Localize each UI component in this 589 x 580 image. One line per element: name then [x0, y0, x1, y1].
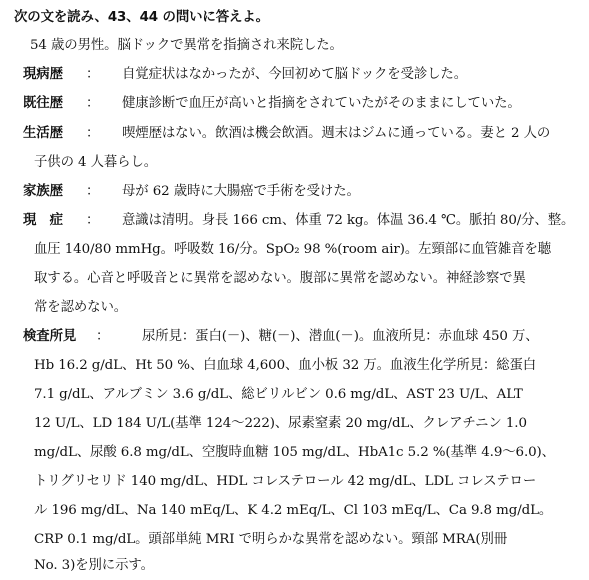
- social-history-text-line-1: 喫煙歴はない。飲酒は機会飲酒。週末はジムに通っている。妻と 2 人の: [122, 126, 551, 141]
- present-illness-colon: ：: [86, 67, 100, 82]
- present-status-text-line-2: 血圧 140/80 mmHg。呼吸数 16/分。SpO₂ 98 %(room air)。左頸部に血管雑音を聴: [34, 242, 552, 257]
- lab-findings-text-line-3: 7.1 g/dL、アルブミン 3.6 g/dL、総ビリルビン 0.6 mg/dL、AST 23 U/L、ALT: [34, 387, 523, 402]
- past-history-colon: ：: [86, 96, 100, 111]
- family-history-text: 母が 62 歳時に大腸癌で手術を受けた。: [122, 184, 360, 199]
- past-history-text: 健康診断で血圧が高いと指摘をされていたがそのままにしていた。: [122, 96, 521, 111]
- past-history-label: 既往歴: [23, 96, 63, 111]
- present-status-colon: ：: [86, 213, 100, 228]
- family-history-colon: ：: [86, 184, 100, 199]
- lab-findings-text-line-5: mg/dL、尿酸 6.8 mg/dL、空腹時血糖 105 mg/dL、HbA1c 5.2 %(基準 4.9～6.0)、: [34, 445, 555, 460]
- lab-findings-text-line-8: CRP 0.1 mg/dL。頭部単純 MRI で明らかな異常を認めない。頸部 MRA(別冊: [34, 532, 508, 547]
- lab-findings-text-line-1: 尿所見：蛋白(－)、糖(－)、潜血(－)。血液所見：赤血球 450 万、: [142, 329, 539, 344]
- lab-findings-text-line-2: Hb 16.2 g/dL、Ht 50 %、白血球 4,600、血小板 32 万。血液生化学所見：総蛋白: [34, 358, 537, 373]
- lab-findings-label: 検査所見: [23, 329, 77, 344]
- lab-findings-colon: ：: [96, 329, 110, 344]
- present-status-text-line-1: 意識は清明。身長 166 cm、体重 72 kg。体温 36.4 ℃。脈拍 80/分、整。: [122, 213, 575, 228]
- social-history-colon: ：: [86, 126, 100, 141]
- social-history-label: 生活歴: [23, 126, 63, 141]
- lab-findings-text-line-7: ル 196 mg/dL、Na 140 mEq/L、K 4.2 mEq/L、Cl 103 mEq/L、Ca 9.8 mg/dL。: [34, 503, 553, 518]
- present-status-text-line-3: 取する。心音と呼吸音とに異常を認めない。腹部に異常を認めない。神経診察で異: [34, 271, 526, 286]
- present-illness-text: 自覚症状はなかったが、今回初めて脳ドックを受診した。: [122, 67, 468, 82]
- social-history-text-line-2: 子供の 4 人暮らし。: [34, 155, 158, 170]
- lab-findings-text-line-6: トリグリセリド 140 mg/dL、HDL コレステロール 42 mg/dL、LDL コレステロー: [34, 474, 537, 489]
- case-intro: 54 歳の男性。脳ドックで異常を指摘され来院した。: [30, 38, 343, 53]
- present-status-text-line-4: 常を認めない。: [34, 300, 128, 315]
- lab-findings-text-line-4: 12 U/L、LD 184 U/L(基準 124～222)、尿素窒素 20 mg/dL、クレアチニン 1.0: [34, 416, 527, 431]
- lab-findings-text-line-9: No. 3)を別に示す。: [34, 558, 154, 573]
- question-heading: 次の文を読み、43、44 の問いに答えよ。: [14, 10, 269, 25]
- family-history-label: 家族歴: [23, 184, 63, 199]
- present-illness-label: 現病歴: [23, 67, 63, 82]
- present-status-label: 現 症: [23, 213, 63, 228]
